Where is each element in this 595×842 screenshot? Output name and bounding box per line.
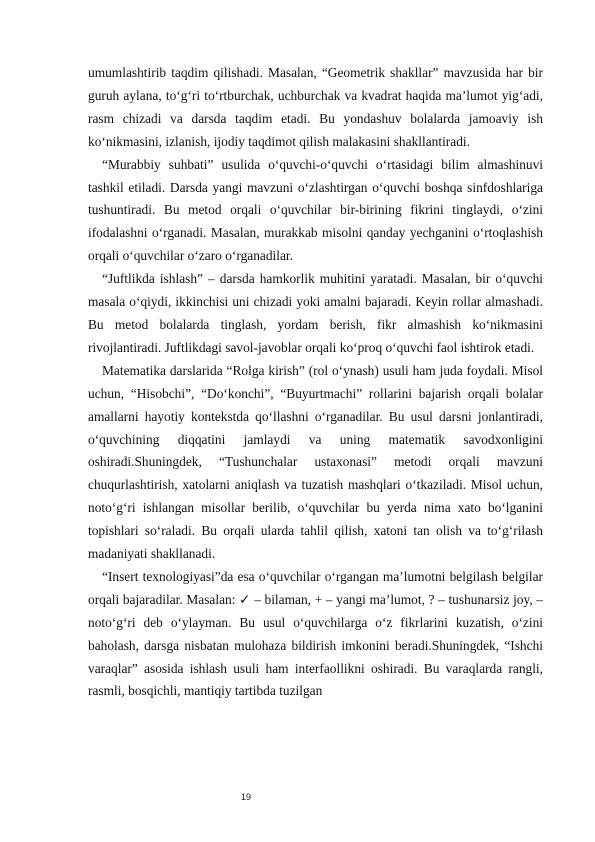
paragraph: “Murabbiy suhbati” usulida o‘quvchi-o‘quvchi o‘rtasidagi bilim almashinuvi tashkil etiladi. Darsda yangi mavzuni o‘zlashtirgan o‘quvchi boshqa sinfdoshlariga tushuntiradi. Bu metod orqali o‘quvchilar bir-birining fikrini tinglaydi, o‘zini ifodalashni o‘rganadi. Masalan, murakkab misolni qanday yechganini o‘rtoqlashish orqali o‘quvchilar o‘zaro o‘rganadilar. xyxy=(88,156,543,264)
page-number: 19 xyxy=(240,792,251,802)
paragraph: “Insert texnologiyasi”da esa o‘quvchilar o‘rgangan ma’lumotni belgilash belgilar orqali bajaradilar. Masalan: ✓ – bilaman, + – yangi ma’lumot, ? – tushunarsiz joy, – noto‘g‘ri deb o‘ylayman. Bu usul o‘quvchilarga o‘z fikrlarini kuzatish, o‘zini baholash, darsga nisbatan mulohaza bildirish imkonini beradi.Shuningdek, “Ishchi varaqlar” asosida ishlash usuli ham interfaollikni oshiradi. Bu varaqlarda rangli, rasmli, bosqichli, mantiqiy tartibda tuzilgan xyxy=(88,568,543,699)
document-body xyxy=(88,62,543,703)
paragraph: “Juftlikda ishlash” – darsda hamkorlik muhitini yaratadi. Masalan, bir o‘quvchi masala o‘qiydi, ikkinchisi uni chizadi yoki amalni bajaradi. Keyin rollar almashadi. Bu metod bolalarda tinglash, yordam berish, fikr almashish ko‘nikmasini rivojlantiradi. Juftlikdagi savol-javoblar orqali ko‘proq o‘quvchi faol ishtirok etadi. xyxy=(88,271,543,355)
paragraph: umumlashtirib taqdim qilishadi. Masalan, “Geometrik shakllar” mavzusida har bir guruh aylana, to‘g‘ri to‘rtburchak, uchburchak va kvadrat haqida ma’lumot yig‘adi, rasm chizadi va darsda taqdim etadi. Bu yondashuv bolalarda jamoaviy ish ko‘nikmasini, izlanish, ijodiy taqdimot qilish malakasini shakllantiradi. xyxy=(88,65,543,149)
paragraph: Matematika darslarida “Rolga kirish” (rol o‘ynash) usuli ham juda foydali. Misol uchun, “Hisobchi”, “Do‘konchi”, “Buyurtmachi” rollarini bajarish orqali bolalar amallarni hayotiy kontekstda qo‘llashni o‘rganadilar. Bu usul darsni jonlantiradi, o‘quvchining diqqatini jamlaydi va uning matematik savodxonligini oshiradi.Shuningdek, “Tushunchalar ustaxonasi” metodi orqali mavzuni chuqurlashtirish, xatolarni aniqlash va tuzatish mashqlari o‘tkaziladi. Misol uchun, noto‘g‘ri ishlangan misollar berilib, o‘quvchilar bu yerda nima xato bo‘lganini topishlari so‘raladi. Bu orqali ularda tahlil qilish, xatoni tan olish va to‘g‘rilash madaniyati shakllanadi. xyxy=(88,362,543,562)
